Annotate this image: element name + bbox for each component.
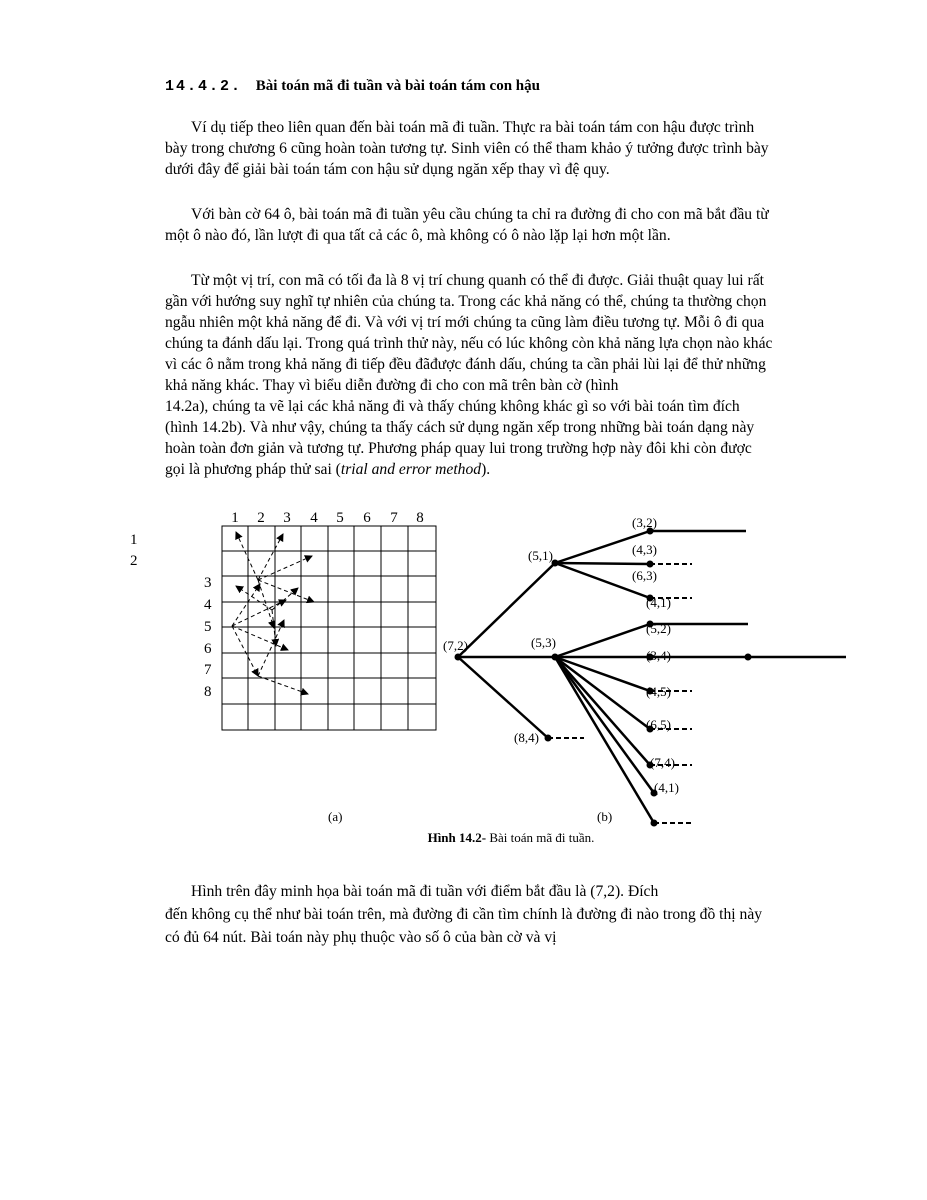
node-label: (5,1)	[528, 548, 553, 563]
col-label: 4	[310, 510, 318, 526]
row-label: 3	[204, 575, 212, 591]
node-label: (4,1)	[646, 595, 671, 610]
row-label: 4	[204, 597, 212, 613]
text-line: Ví dụ tiếp theo liên quan đến bài toán mã đi tuần. Thực ra bài toán tám con hậu được trình	[191, 119, 755, 136]
col-label: 7	[390, 510, 398, 526]
col-label: 2	[257, 510, 265, 526]
col-label: 8	[416, 510, 424, 526]
node-label: (4,3)	[632, 542, 657, 557]
node-label: (5,2)	[646, 621, 671, 636]
figure-14-2	[0, 500, 927, 860]
text-line: chúng ta đánh dấu lại. Trong quá trình thử này, nếu có lúc không còn khả năng lựa chọn nào khác	[165, 335, 773, 352]
row-labels	[204, 575, 212, 700]
text-line: hoàn toàn đơn giản và tương tự. Phương pháp quay lui trong trường hợp này đôi khi còn được	[165, 440, 752, 457]
node-label: (3,4)	[646, 648, 671, 663]
text-line: 14.2a), chúng ta vẽ lại các khả năng đi và thấy chúng không khác gì so với bài toán tìm đích	[165, 398, 740, 415]
text-line: có đủ 64 nút. Bài toán này phụ thuộc vào số ô của bàn cờ và vị	[165, 929, 557, 946]
italic-term: trial and error method	[340, 461, 482, 478]
node-label: (4,1)	[654, 780, 679, 795]
text-fragment: gọi là phương pháp thử sai (	[165, 461, 341, 478]
margin-number: 1	[130, 532, 138, 548]
col-label: 1	[231, 510, 239, 526]
text-line: khả năng khác. Thay vì biểu diễn đường đi cho con mã trên bàn cờ (hình	[165, 377, 619, 394]
tree-node	[455, 654, 462, 661]
text-line: Hình trên đây minh họa bài toán mã đi tuần với điểm bắt đầu là (7,2). Đích	[191, 883, 659, 900]
text-line: dưới đây để giải bài toán tám con hậu sử dụng ngăn xếp thay vì đệ quy.	[165, 161, 610, 178]
chessboard-grid	[222, 526, 436, 730]
node-label: (8,4)	[514, 730, 539, 745]
knight-move-arrows	[232, 532, 314, 694]
tree-node	[545, 735, 552, 742]
text-line: bày trong chương 6 cũng hoàn toàn tương tự. Sinh viên có thể tham khảo ý tưởng được trình bày	[165, 140, 769, 157]
tree-node	[552, 654, 559, 661]
tree-node	[647, 561, 654, 568]
tree-nodes	[455, 528, 752, 827]
row-label: 6	[204, 641, 212, 657]
tree-node	[651, 820, 658, 827]
text-line: đến không cụ thể như bài toán trên, mà đường đi cần tìm chính là đường đi nào trong đồ thị này	[165, 906, 763, 923]
col-label: 6	[363, 510, 371, 526]
node-label: (3,2)	[632, 515, 657, 530]
row-label: 5	[204, 619, 212, 635]
caption-label: Hình 14.2-	[427, 830, 487, 845]
section-heading	[165, 78, 540, 95]
paragraph-4	[165, 880, 876, 949]
text-line: vì các ô nằm trong khả năng đi tiếp đều đãđược đánh dấu, chúng ta cần phải lùi lại để thử những	[165, 356, 766, 373]
knight-tour-diagram	[0, 500, 927, 840]
section-title: Bài toán mã đi tuần và bài toán tám con hậu	[255, 78, 540, 94]
col-label: 5	[336, 510, 344, 526]
section-number: 14.4.2.	[165, 78, 243, 95]
text-line: một ô nào đó, lần lượt đi qua tất cả các ô, mà không có ô nào lặp lại hơn một lần.	[165, 227, 671, 244]
caption-text: Bài toán mã đi tuần.	[486, 830, 595, 845]
text-line: Từ một vị trí, con mã có tối đa là 8 vị trí chung quanh có thể đi được. Giải thuật quay lui rất	[191, 272, 764, 289]
text-line: (hình 14.2b). Và như vậy, chúng ta thấy cách sử dụng ngăn xếp trong những bài toán dạng này	[165, 419, 755, 436]
text-line: ngẫu nhiên một khả năng để đi. Và với vị trí mới chúng ta cũng làm điều tương tự. Mỗi ô đi qua	[165, 314, 765, 331]
node-label: (6,3)	[632, 568, 657, 583]
subfigure-label-a: (a)	[328, 809, 343, 824]
node-label: (7,4)	[650, 755, 675, 770]
text-line: gần với hướng suy nghĩ tự nhiên của chúng ta. Trong các khả năng có thể, chúng ta thường chọn	[165, 293, 767, 310]
row-label: 7	[204, 662, 212, 678]
row-label: 8	[204, 684, 212, 700]
subfigure-label-b: (b)	[597, 809, 613, 824]
figure-caption	[0, 830, 927, 846]
text-line: Với bàn cờ 64 ô, bài toán mã đi tuần yêu cầu chúng ta chỉ ra đường đi cho con mã bắt đầu từ	[191, 206, 769, 223]
node-label: (4,5)	[646, 684, 671, 699]
tree-node	[745, 654, 752, 661]
margin-number: 2	[130, 553, 138, 569]
paragraph-2	[165, 204, 876, 246]
text-fragment: ).	[481, 461, 491, 478]
column-labels	[231, 510, 424, 526]
paragraph-1	[165, 117, 876, 180]
node-label: (5,3)	[531, 635, 556, 650]
node-label: (6,5)	[646, 717, 671, 732]
text-line-last	[165, 459, 876, 480]
paragraph-3	[165, 270, 876, 480]
col-label: 3	[283, 510, 291, 526]
node-label: (7,2)	[443, 638, 468, 653]
